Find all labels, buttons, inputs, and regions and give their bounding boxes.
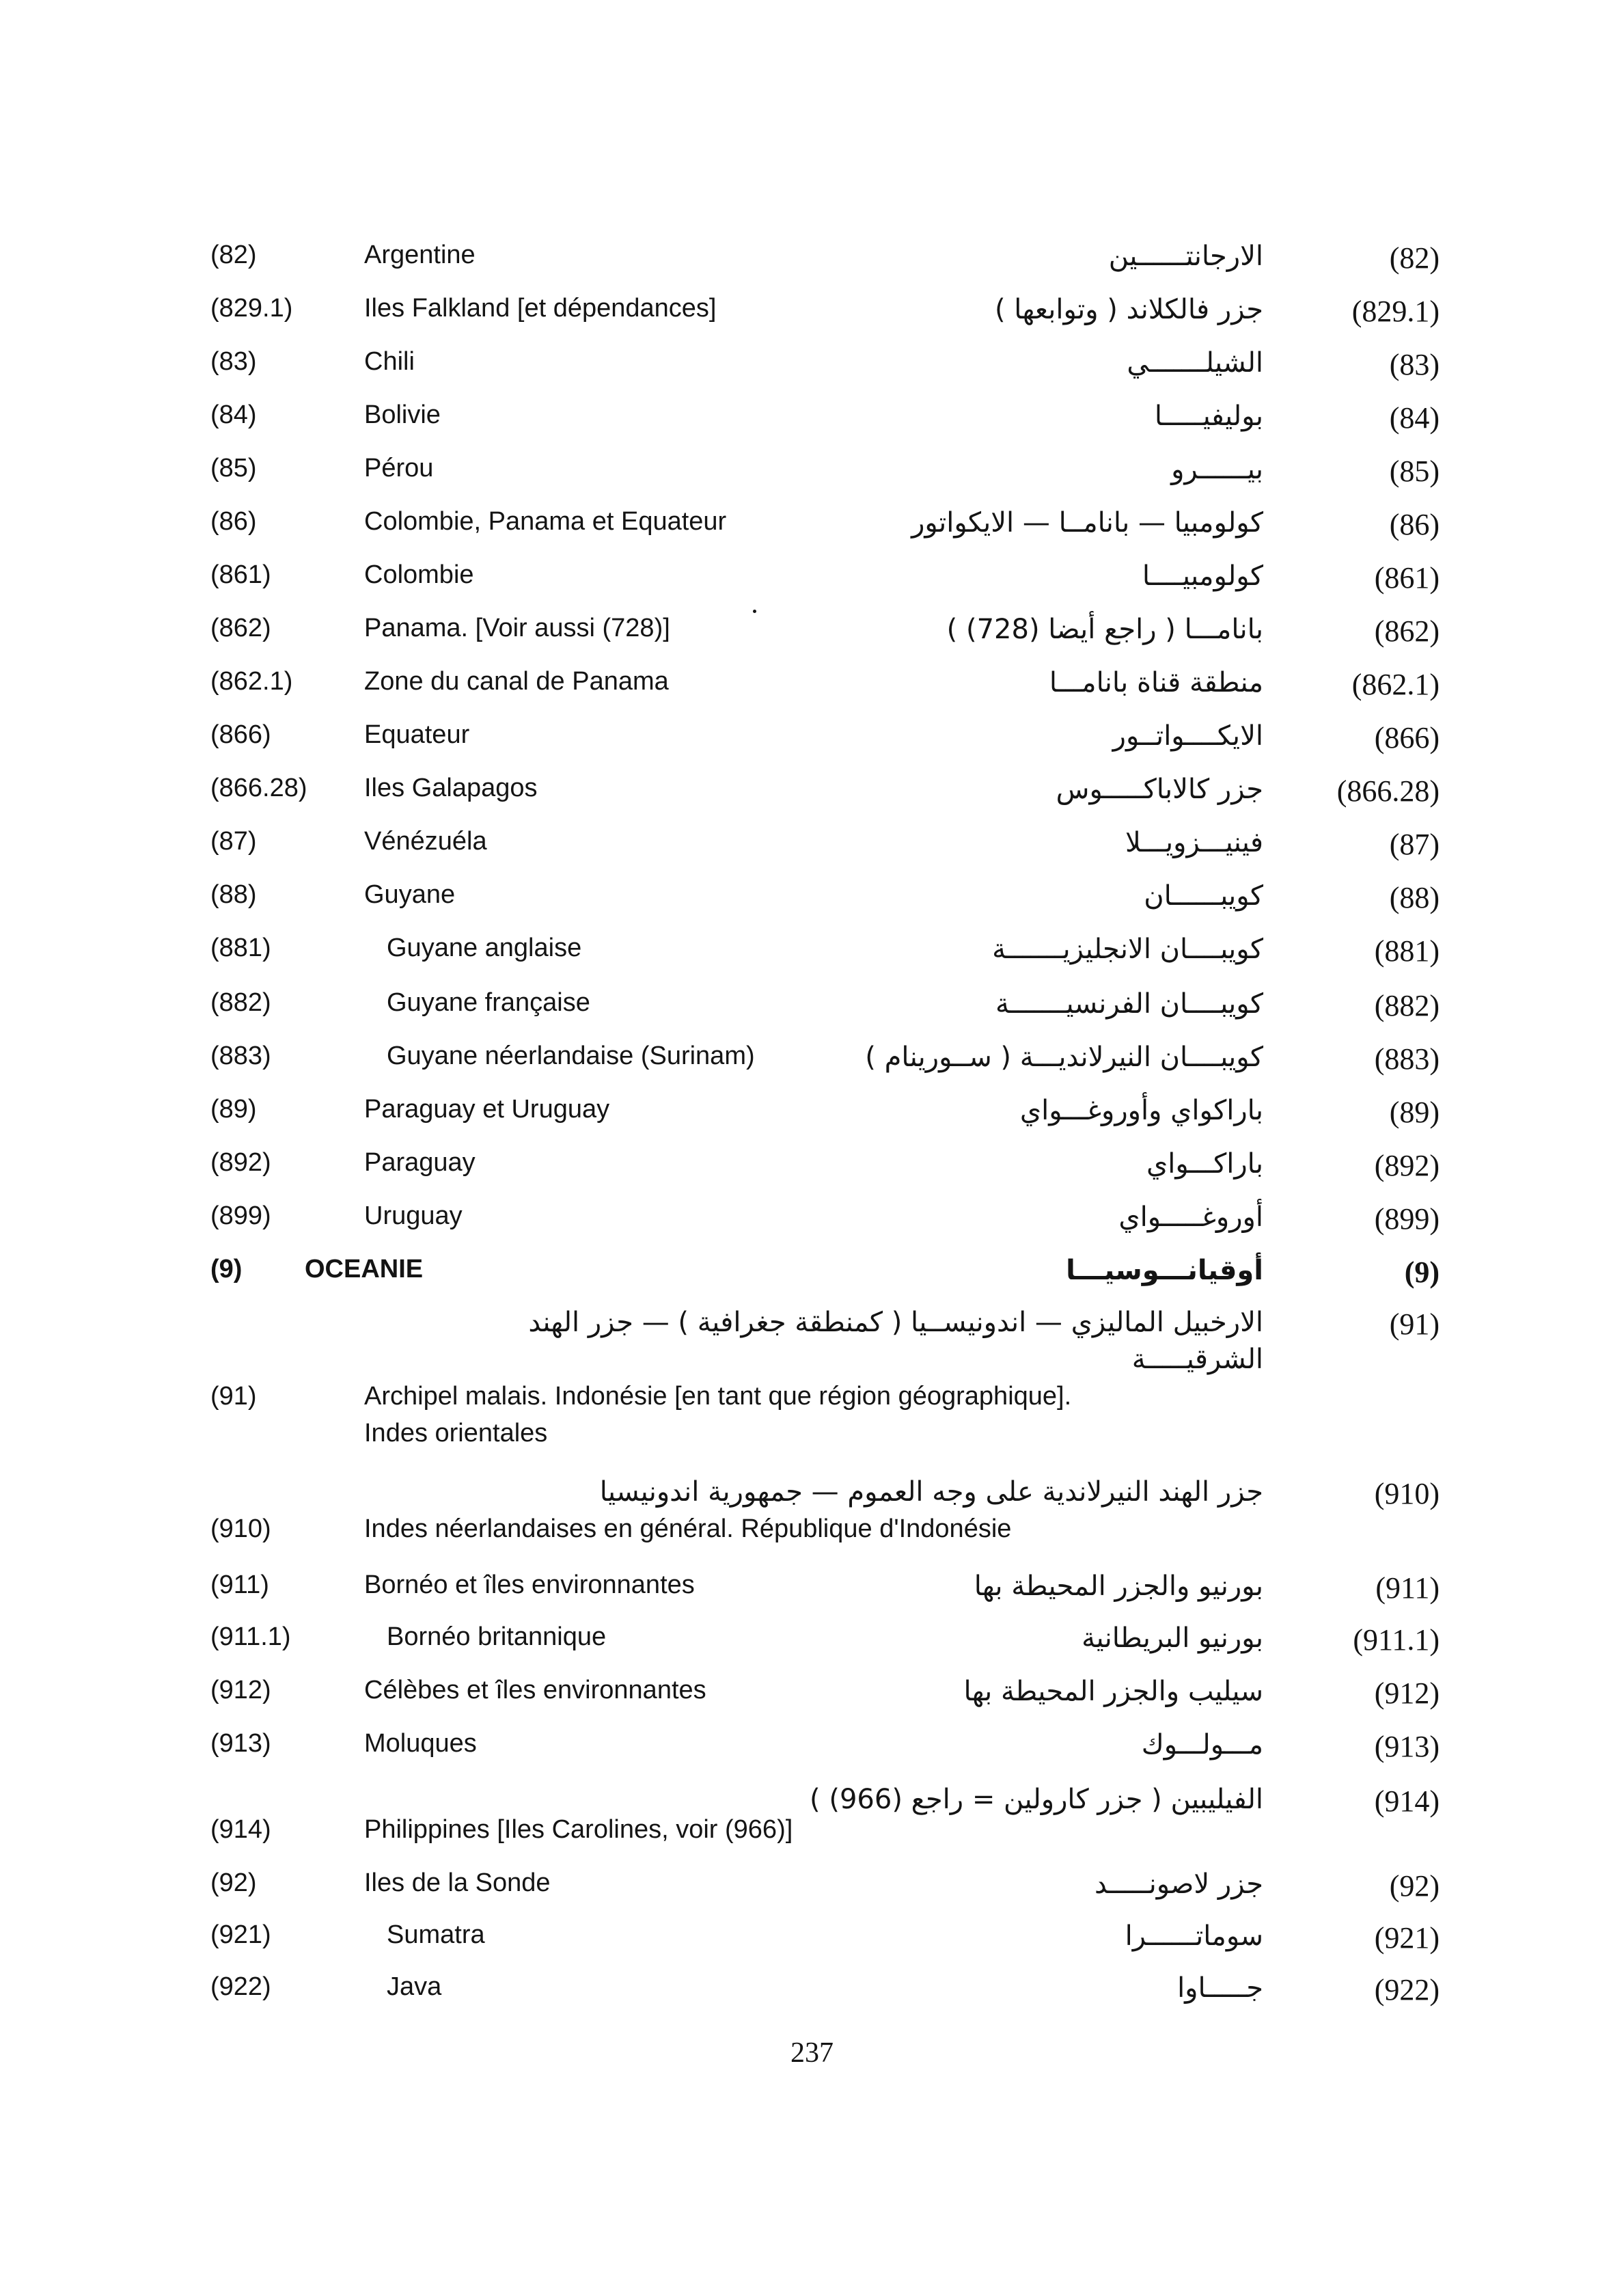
code-right: (911) bbox=[1375, 1571, 1440, 1605]
code-left: (87) bbox=[210, 827, 257, 856]
code-left: (866.28) bbox=[210, 774, 307, 802]
french-label: Sumatra bbox=[387, 1920, 485, 1949]
french-label: Iles Galapagos bbox=[364, 774, 538, 802]
arabic-label: كويبــــان النيرلانديـــة ( ســورينام ) bbox=[865, 1042, 1263, 1073]
french-label: Paraguay bbox=[364, 1148, 476, 1177]
code-right: (883) bbox=[1374, 1042, 1440, 1076]
french-label: Célèbes et îles environnantes bbox=[364, 1676, 706, 1704]
code-left: (899) bbox=[210, 1201, 271, 1230]
code-right: (866) bbox=[1374, 721, 1440, 754]
code-right: (882) bbox=[1374, 989, 1440, 1022]
french-label: Argentine bbox=[364, 241, 476, 269]
french-label: Philippines [Iles Carolines, voir (966)] bbox=[364, 1815, 793, 1844]
code-left: (911) bbox=[210, 1571, 269, 1599]
code-right: (862) bbox=[1374, 614, 1440, 648]
french-label: Bornéo et îles environnantes bbox=[364, 1571, 695, 1599]
arabic-label: باراكواي وأوروغـــواي bbox=[1019, 1095, 1263, 1126]
code-right: (85) bbox=[1389, 454, 1440, 488]
arabic-label: الارخبيل الماليزي — اندونيســيا ( كمنطقة جغرافية ) — جزر الهند bbox=[528, 1307, 1263, 1338]
arabic-label: فينيـــزويـــلا bbox=[1125, 827, 1263, 858]
code-right: (913) bbox=[1374, 1730, 1440, 1763]
arabic-label: كويبــــــان bbox=[1144, 880, 1263, 912]
code-left: (921) bbox=[210, 1920, 271, 1949]
code-right: (87) bbox=[1389, 828, 1440, 861]
arabic-label: منطقة قناة بانامـــا bbox=[1049, 667, 1263, 698]
arabic-label: الايكــــواتــور bbox=[1112, 720, 1263, 752]
code-right: (911.1) bbox=[1353, 1623, 1440, 1657]
code-right: (922) bbox=[1374, 1973, 1440, 2007]
arabic-label: الارجانتــــــين bbox=[1108, 241, 1263, 272]
arabic-label: سيليب والجزر المحيطة بها bbox=[963, 1676, 1263, 1707]
french-label: Bolivie bbox=[364, 400, 441, 429]
arabic-label: جزر الهند النيرلاندية على وجه العموم — جمهورية اندونيسيا bbox=[599, 1476, 1263, 1508]
code-right: (899) bbox=[1374, 1202, 1440, 1236]
french-label: Guyane bbox=[364, 880, 456, 909]
section-title-arabic: أوقيانـــوسيـــا bbox=[1066, 1255, 1263, 1286]
code-left: (89) bbox=[210, 1095, 257, 1124]
code-right: (866.28) bbox=[1336, 774, 1440, 808]
french-label: Paraguay et Uruguay bbox=[364, 1095, 610, 1124]
code-left: (913) bbox=[210, 1729, 271, 1758]
french-label: Bornéo britannique bbox=[387, 1622, 607, 1651]
code-right: (9) bbox=[1404, 1255, 1440, 1289]
code-left: (92) bbox=[210, 1868, 257, 1897]
arabic-label: الفيليبين ( جزر كارولين = راجع (966) ) bbox=[810, 1784, 1263, 1815]
code-left: (82) bbox=[210, 241, 257, 269]
code-left: (91) bbox=[210, 1382, 257, 1411]
arabic-label: بورنيو البريطانية bbox=[1082, 1622, 1263, 1654]
code-right: (88) bbox=[1389, 881, 1440, 914]
code-left: (911.1) bbox=[210, 1622, 291, 1651]
code-right: (82) bbox=[1389, 241, 1440, 275]
page-number: 237 bbox=[790, 2037, 834, 2069]
arabic-label: كولومبيــــا bbox=[1142, 560, 1263, 592]
french-label: Equateur bbox=[364, 720, 470, 749]
code-right: (912) bbox=[1374, 1676, 1440, 1710]
french-label: Java bbox=[387, 1972, 442, 2001]
arabic-label: كويبــــان الفرنسيـــــــة bbox=[995, 988, 1263, 1020]
code-left: (9) bbox=[210, 1255, 243, 1283]
code-right: (910) bbox=[1374, 1477, 1440, 1510]
french-label: Colombie, Panama et Equateur bbox=[364, 507, 727, 536]
arabic-label: الشيلـــــــي bbox=[1127, 347, 1263, 379]
section-title-french: OCEANIE bbox=[305, 1255, 424, 1283]
arabic-label: كويبــــان الانجليزيـــــــة bbox=[992, 934, 1263, 965]
french-label: Guyane anglaise bbox=[387, 934, 582, 962]
code-right: (914) bbox=[1374, 1784, 1440, 1818]
french-label: Archipel malais. Indonésie [en tant que région géographique]. bbox=[364, 1382, 1072, 1411]
code-right: (91) bbox=[1389, 1307, 1440, 1341]
french-label: Chili bbox=[364, 347, 415, 376]
french-label: Zone du canal de Panama bbox=[364, 667, 669, 696]
arabic-label: جـــــاوا bbox=[1177, 1972, 1263, 2004]
code-right: (86) bbox=[1389, 508, 1440, 541]
code-right: (861) bbox=[1374, 561, 1440, 595]
code-right: (92) bbox=[1389, 1869, 1440, 1903]
arabic-label: بيــــــرو bbox=[1171, 454, 1263, 485]
code-left: (88) bbox=[210, 880, 257, 909]
arabic-label: بانامـــا ( راجع أيضا (728) ) bbox=[946, 614, 1263, 645]
code-left: (862) bbox=[210, 614, 271, 642]
arabic-label: مـــولـــوك bbox=[1141, 1729, 1263, 1760]
code-left: (922) bbox=[210, 1972, 271, 2001]
code-left: (85) bbox=[210, 454, 257, 482]
arabic-label: بوليفيـــــا bbox=[1154, 400, 1263, 432]
arabic-label: جزر كالاباكـــــوس bbox=[1056, 774, 1263, 805]
code-right: (83) bbox=[1389, 348, 1440, 381]
french-label: Moluques bbox=[364, 1729, 477, 1758]
code-left: (861) bbox=[210, 560, 271, 589]
code-left: (829.1) bbox=[210, 294, 293, 323]
french-label: Iles de la Sonde bbox=[364, 1868, 551, 1897]
code-left: (910) bbox=[210, 1514, 271, 1543]
code-right: (892) bbox=[1374, 1149, 1440, 1182]
french-label: Pérou bbox=[364, 454, 434, 482]
arabic-label-continued: الشرقيـــــة bbox=[1131, 1344, 1263, 1375]
french-label: Indes néerlandaises en général. République d'Indonésie bbox=[364, 1514, 1012, 1543]
arabic-label: جزر فالكلاند ( وتوابعها ) bbox=[994, 294, 1263, 325]
code-right: (84) bbox=[1389, 401, 1440, 435]
code-right: (862.1) bbox=[1351, 668, 1440, 701]
french-label-continued: Indes orientales bbox=[364, 1419, 548, 1447]
code-right: (921) bbox=[1374, 1921, 1440, 1955]
arabic-label: بورنيو والجزر المحيطة بها bbox=[974, 1571, 1263, 1602]
code-left: (892) bbox=[210, 1148, 271, 1177]
french-label: Panama. [Voir aussi (728)] bbox=[364, 614, 670, 642]
arabic-label: باراكـــواي bbox=[1146, 1148, 1263, 1180]
code-left: (914) bbox=[210, 1815, 271, 1844]
french-label: Uruguay bbox=[364, 1201, 463, 1230]
code-right: (881) bbox=[1374, 934, 1440, 968]
code-left: (882) bbox=[210, 988, 271, 1017]
arabic-label: جزر لاصونـــــد bbox=[1095, 1868, 1263, 1900]
code-left: (83) bbox=[210, 347, 257, 376]
code-left: (86) bbox=[210, 507, 257, 536]
french-label: Vénézuéla bbox=[364, 827, 487, 856]
arabic-label: سوماتــــــرا bbox=[1125, 1920, 1263, 1952]
french-label: Iles Falkland [et dépendances] bbox=[364, 294, 717, 323]
french-label: Guyane française bbox=[387, 988, 590, 1017]
code-left: (84) bbox=[210, 400, 257, 429]
code-left: (866) bbox=[210, 720, 271, 749]
french-label: Guyane néerlandaise (Surinam) bbox=[387, 1042, 755, 1070]
code-left: (912) bbox=[210, 1676, 271, 1704]
french-label: Colombie bbox=[364, 560, 474, 589]
code-right: (89) bbox=[1389, 1096, 1440, 1129]
arabic-label: كولومبيا — بانامــا — الايكواتور bbox=[911, 507, 1263, 539]
arabic-label: أوروغـــــواي bbox=[1118, 1201, 1263, 1233]
code-left: (862.1) bbox=[210, 667, 293, 696]
ink-speck bbox=[753, 610, 756, 613]
code-right: (829.1) bbox=[1351, 295, 1440, 328]
code-left: (883) bbox=[210, 1042, 271, 1070]
code-left: (881) bbox=[210, 934, 271, 962]
